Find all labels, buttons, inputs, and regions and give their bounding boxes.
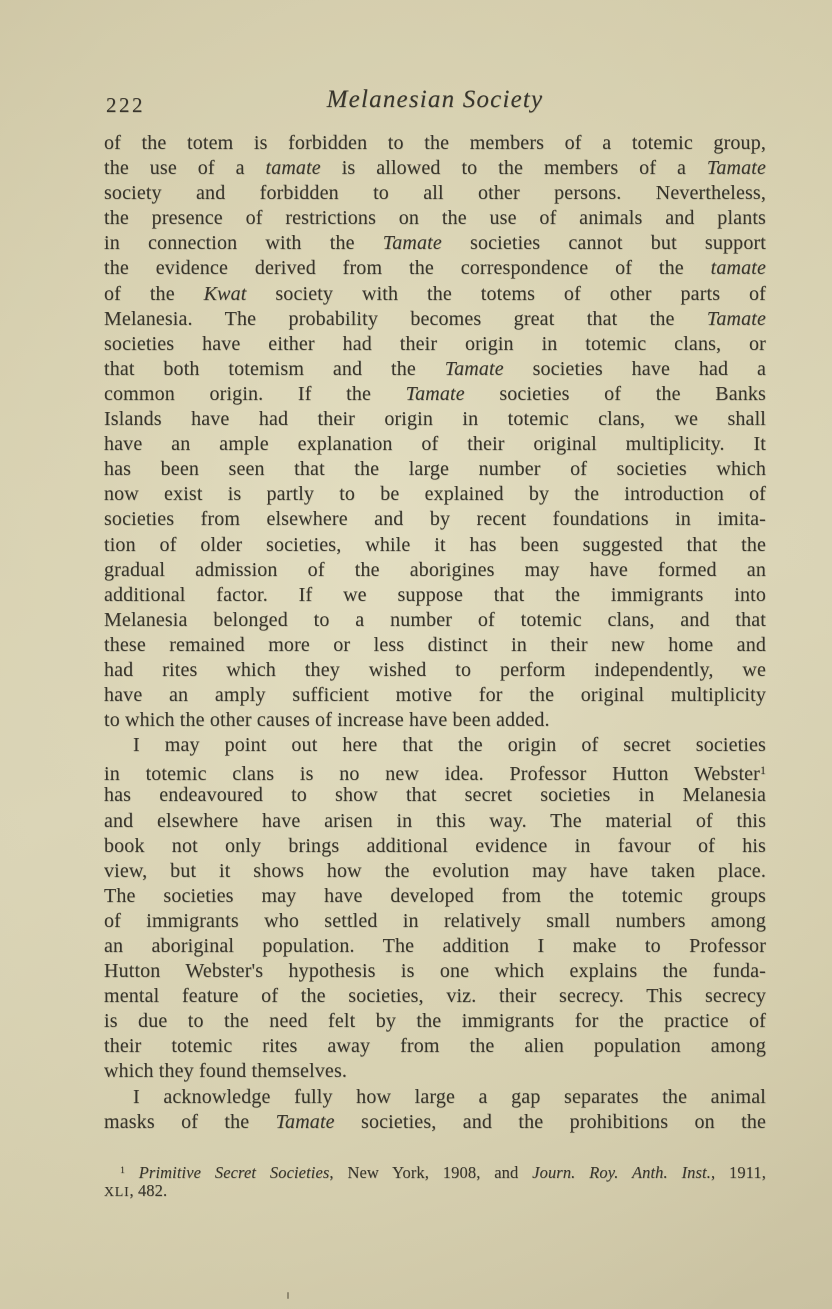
text-line: Hutton Webster's hypothesis is one which explains the funda- <box>104 960 766 983</box>
page-header <box>104 86 766 118</box>
scan-speck <box>287 1292 289 1299</box>
text-line: $^1$ Primitive Secret Societies, New York, 1908, and Journ. Roy. Anth. Inst., 1911, <box>120 1162 766 1182</box>
text-line: Islands have had their origin in totemic clans, we shall <box>104 408 766 431</box>
text-line: Melanesia. The probability becomes great that the Tamate <box>104 307 766 330</box>
text-line: I may point out here that the origin of secret societies <box>133 734 766 757</box>
text-line: of immigrants who settled in relatively small numbers among <box>104 909 766 932</box>
text-line: had rites which they wished to perform independently, we <box>104 658 766 681</box>
page-number: 222 <box>106 93 145 117</box>
text-line: book not only brings additional evidence in favour of his <box>104 834 766 857</box>
running-title: Melanesian Society <box>326 86 544 113</box>
text-line: societies from elsewhere and by recent foundations in imita- <box>104 508 766 531</box>
text-line: The societies may have developed from the totemic groups <box>104 884 766 907</box>
text-line: in connection with the Tamate societies cannot but support <box>104 232 766 255</box>
body-text <box>104 131 766 1135</box>
text-line: the evidence derived from the correspondence of the tamate <box>104 257 766 280</box>
paragraph <box>104 733 766 1084</box>
text-line: society and forbidden to all other persons. Nevertheless, <box>104 182 766 205</box>
text-line: societies have either had their origin in totemic clans, or <box>104 332 766 355</box>
text-line: is due to the need felt by the immigrants for the practice of <box>104 1010 766 1033</box>
text-line: these remained more or less distinct in their new home and <box>104 633 766 656</box>
text-line: has endeavoured to show that secret societies in Melanesia <box>104 784 766 807</box>
text-line: additional factor. If we suppose that the immigrants into <box>104 583 766 606</box>
text-line: an aboriginal population. The addition I make to Professor <box>104 935 766 957</box>
text-line: in totemic clans is no new idea. Professor Hutton Webster$^1$ <box>104 763 766 786</box>
paragraph <box>104 131 766 733</box>
text-line: the use of a tamate is allowed to the members of a Tamate <box>104 157 766 180</box>
text-line: and elsewhere have arisen in this way. The material of this <box>104 809 766 832</box>
text-line: to which the other causes of increase have been added. <box>104 709 550 732</box>
text-line: have an ample explanation of their original multiplicity. It <box>104 433 766 456</box>
text-line: I acknowledge fully how large a gap separates the animal <box>133 1085 766 1108</box>
footnote <box>104 1161 766 1201</box>
text-line: now exist is partly to be explained by the introduction of <box>104 483 766 506</box>
paragraph <box>104 1085 766 1135</box>
text-line: have an amply sufficient motive for the original multiplicity <box>104 684 766 707</box>
text-line: view, but it shows how the evolution may have taken place. <box>104 859 766 882</box>
text-line: the presence of restrictions on the use of animals and plants <box>104 207 766 230</box>
paragraph <box>104 1161 766 1201</box>
text-line: XLI, 482. <box>104 1180 168 1200</box>
text-line: gradual admission of the aborigines may have formed an <box>104 558 766 581</box>
text-line: that both totemism and the Tamate societies have had a <box>104 357 766 380</box>
text-line: common origin. If the Tamate societies of the Banks <box>104 382 766 405</box>
text-line: tion of older societies, while it has been suggested that the <box>104 533 766 556</box>
text-line: has been seen that the large number of societies which <box>104 458 766 481</box>
text-line: masks of the Tamate societies, and the prohibitions on the <box>104 1110 766 1133</box>
text-line: of the totem is forbidden to the members of a totemic group, <box>104 132 766 154</box>
text-line: of the Kwat society with the totems of other parts of <box>104 282 766 305</box>
text-line: mental feature of the societies, viz. their secrecy. This secrecy <box>104 985 766 1008</box>
text-line: which they found themselves. <box>104 1060 348 1083</box>
text-line: their totemic rites away from the alien population among <box>104 1035 766 1058</box>
text-line: Melanesia belonged to a number of totemic clans, and that <box>104 608 766 631</box>
